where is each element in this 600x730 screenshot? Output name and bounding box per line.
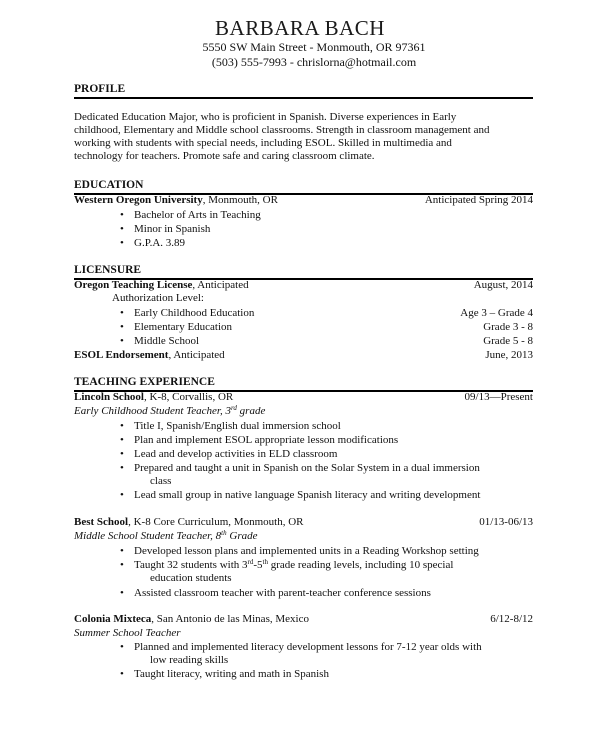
- profile-line: technology for teachers. Promote safe and caring classroom climate.: [74, 150, 375, 162]
- bullet-sup: th: [262, 558, 268, 566]
- job-bullet: • Taught literacy, writing and math in Spanish: [134, 668, 534, 681]
- job-title-sup: rd: [230, 404, 237, 412]
- job-bullet: • Prepared and taught a unit in Spanish on the Solar System in a dual immersion: [134, 462, 534, 475]
- profile-line: Dedicated Education Major, who is proficient in Spanish. Diverse experiences in Early: [74, 111, 457, 123]
- esol-suffix: , Anticipated: [168, 349, 225, 361]
- job-bullet-continuation: education students: [150, 572, 232, 584]
- phone-email-line: (503) 555-7993 - chrislorna@hotmail.com: [211, 55, 417, 69]
- esol-row: [74, 349, 533, 362]
- license-row: [74, 279, 533, 292]
- bullet-text: -5: [253, 559, 263, 571]
- school-name: Western Oregon University: [74, 194, 203, 206]
- job-bullet: • Developed lesson plans and implemented units in a Reading Workshop setting: [134, 545, 534, 558]
- job-title-text: Early Childhood Student Teacher, 3: [74, 405, 231, 417]
- authorization-grade: Age 3 – Grade 4: [460, 307, 533, 319]
- job-bullet: • Lead and develop activities in ELD classroom: [134, 448, 534, 461]
- bullet-sup: rd: [247, 558, 254, 566]
- job-header: [74, 613, 533, 626]
- job-date: 09/13—Present: [464, 391, 533, 403]
- esol-date: June, 2013: [485, 349, 533, 361]
- authorization-grade: Grade 3 - 8: [483, 321, 533, 333]
- bullet-text: grade reading levels, including 10 special: [267, 559, 454, 571]
- license-date: August, 2014: [473, 279, 533, 291]
- education-item: • Minor in Spanish: [134, 223, 534, 236]
- job-school: Colonia Mixteca: [74, 613, 152, 625]
- candidate-name: BARBARA BACH: [215, 16, 385, 40]
- licensure-heading: LICENSURE: [74, 264, 533, 280]
- school-location: , Monmouth, OR: [202, 194, 278, 206]
- license-suffix: , Anticipated: [192, 279, 249, 291]
- bullet-text: Taught 32 students with 3: [134, 559, 248, 571]
- education-heading: EDUCATION: [74, 179, 533, 195]
- job-title-text: grade: [236, 405, 266, 417]
- job-title: Summer School Teacher: [74, 627, 181, 639]
- job-school: Best School: [74, 516, 129, 528]
- education-item: • Bachelor of Arts in Teaching: [134, 209, 534, 222]
- job-details: , San Antonio de las Minas, Mexico: [151, 613, 309, 625]
- job-bullet: • Lead small group in native language Spanish literacy and writing development: [134, 489, 534, 502]
- job-details: , K-8, Corvallis, OR: [144, 391, 234, 403]
- job-title: [74, 405, 533, 418]
- job-title-text: Middle School Student Teacher, 8: [74, 530, 222, 542]
- job-header: [74, 391, 533, 404]
- job-bullet: • Assisted classroom teacher with parent-teacher conference sessions: [134, 587, 534, 600]
- job-date: 01/13-06/13: [479, 516, 533, 528]
- address-line: 5550 SW Main Street - Monmouth, OR 97361: [202, 40, 426, 54]
- job-bullet: • Plan and implement ESOL appropriate lesson modifications: [134, 434, 534, 447]
- job-details: , K-8 Core Curriculum, Monmouth, OR: [128, 516, 304, 528]
- job-bullet-continuation: class: [150, 475, 172, 487]
- job-title: [74, 530, 533, 543]
- job-bullet: • Title I, Spanish/English dual immersion school: [134, 420, 534, 433]
- education-school-row: [74, 194, 533, 207]
- job-bullet: • Planned and implemented literacy development lessons for 7-12 year olds with: [134, 641, 534, 654]
- job-school: Lincoln School: [74, 391, 144, 403]
- authorization-grade: Grade 5 - 8: [483, 335, 533, 347]
- education-date: Anticipated Spring 2014: [424, 194, 533, 206]
- authorization-label: Authorization Level:: [112, 292, 204, 304]
- job-header: [74, 516, 533, 529]
- license-name: Oregon Teaching License: [74, 279, 193, 291]
- authorization-item: • Middle School: [134, 335, 534, 348]
- authorization-item: • Early Childhood Education: [134, 307, 534, 320]
- profile-line: working with students with special needs, including ESOL. Skilled in multimedia and: [74, 137, 452, 149]
- education-item: • G.P.A. 3.89: [134, 237, 534, 250]
- esol-name: ESOL Endorsement: [74, 349, 169, 361]
- authorization-item: • Elementary Education: [134, 321, 534, 334]
- profile-line: childhood, Elementary and Middle school classrooms. Strength in classroom management and: [74, 124, 490, 136]
- job-title-sup: th: [221, 529, 227, 537]
- job-bullet: [134, 559, 534, 572]
- job-title-text: Grade: [226, 530, 258, 542]
- job-bullet-continuation: low reading skills: [150, 654, 229, 666]
- job-date: 6/12-8/12: [490, 613, 533, 625]
- experience-heading: TEACHING EXPERIENCE: [74, 376, 533, 392]
- profile-heading: PROFILE: [74, 83, 533, 99]
